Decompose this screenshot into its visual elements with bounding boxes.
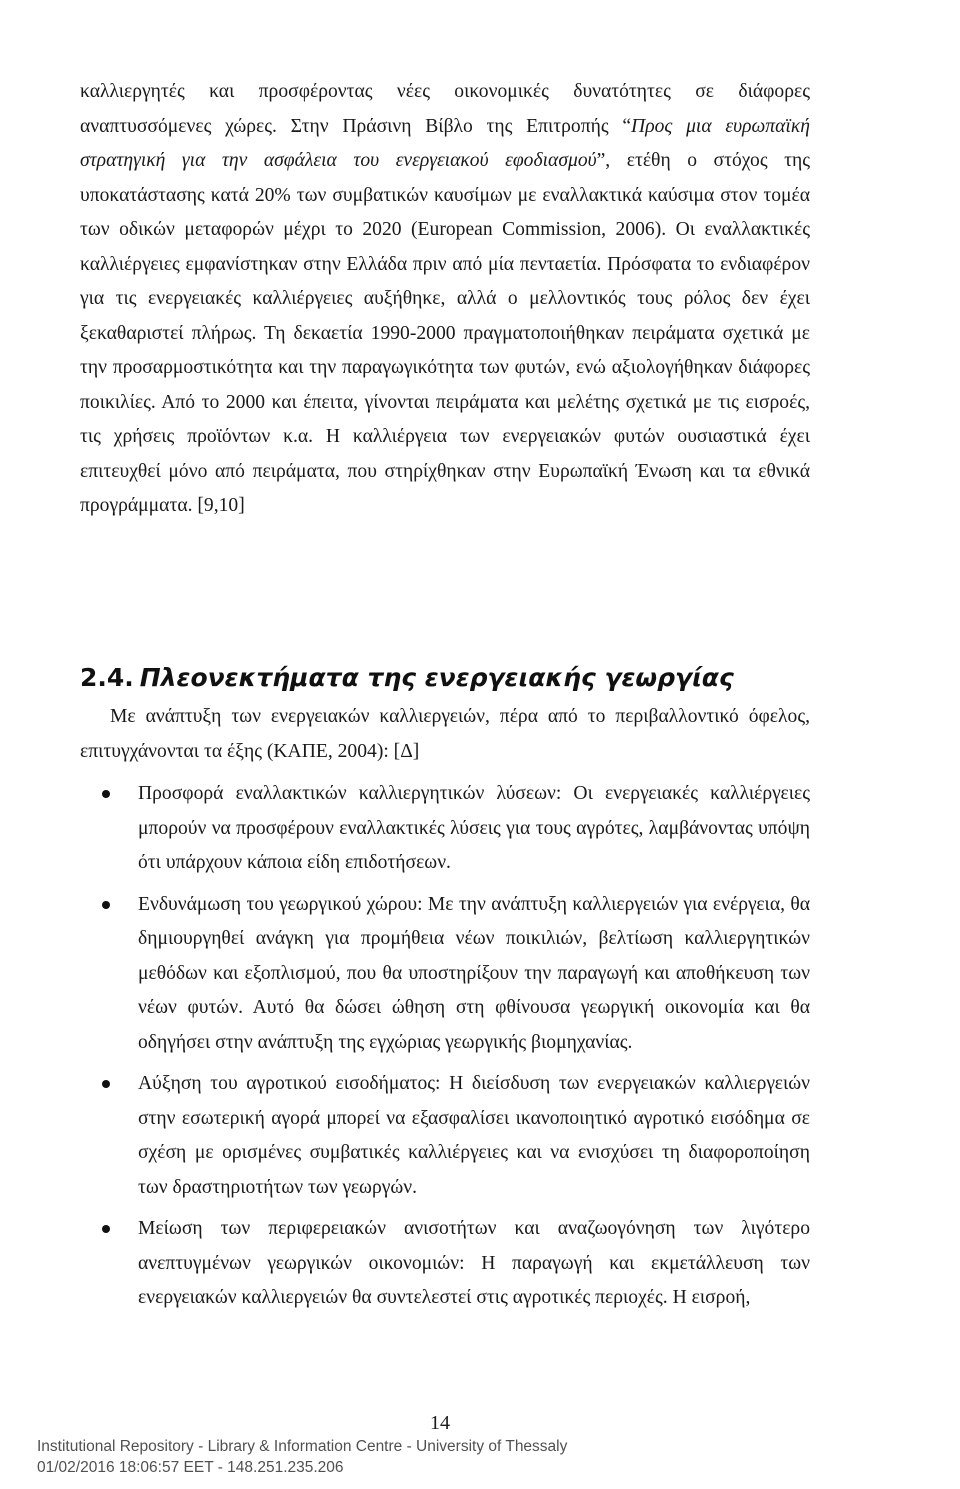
intro-paragraph (80, 75, 810, 524)
page-number: 14 (430, 1412, 450, 1434)
footer-repository-line: Institutional Repository - Library & Information Centre - University of Thessaly (37, 1438, 568, 1455)
repository-footer (37, 1436, 567, 1478)
footer-timestamp-line: 01/02/2016 18:06:57 EET - 148.251.235.206 (37, 1459, 344, 1476)
section-title: Πλεονεκτήματα της ενεργειακής γεωργίας (139, 663, 734, 692)
list-item (80, 888, 810, 1061)
list-item (80, 777, 810, 881)
list-item (80, 1212, 810, 1316)
list-item-text: Ενδυνάμωση του γεωργικού χώρου: Με την ανάπτυξη καλλιεργειών για ενέργεια, θα δημιουργηθεί ανάγκη για προμήθεια νέων ποικιλιών, βελτίωση καλλιεργητικών μεθόδων και εξοπλισμού, που θα υποστηρίξουν την παραγωγή και αποθήκευση των νέων φυτών. Αυτό θα δώσει ώθηση στη φθίνουσα γεωργική οικονομία και θα οδηγήσει στην ανάπτυξη της εγχώριας γεωργικής βιομηχανίας. (138, 893, 810, 1053)
list-item-text: Προσφορά εναλλακτικών καλλιεργητικών λύσεων: Οι ενεργειακές καλλιέργειες μπορούν να προσφέρουν εναλλακτικές λύσεις για τους αγρότες, λαμβάνοντας υπόψη ότι υπάρχουν κάποια είδη επιδοτήσεων. (138, 783, 810, 873)
section-body (80, 700, 810, 1323)
bullet-icon (102, 790, 110, 798)
green-paper-title: Προς μια ευρωπαϊκή στρατηγική για την ασφάλεια του ενεργειακού εφοδιασμού (80, 115, 810, 171)
section-intro: Με ανάπτυξη των ενεργειακών καλλιεργειών, πέρα από το περιβαλλοντικό όφελος, επιτυγχάνονται τα έξης (ΚΑΠΕ, 2004): [Δ] (80, 706, 810, 762)
intro-text-part1: καλλιεργητές και προσφέροντας νέες οικονομικές δυνατότητες σε διάφορες αναπτυσσόμενες χώρες. Στην Πράσινη Βίβλο της Επιτροπής “ (80, 81, 810, 137)
list-item (80, 1067, 810, 1205)
intro-text-part2: ”, ετέθη ο στόχος της υποκατάστασης κατά 20% των συμβατικών καυσίμων με εναλλακτικά καύσιμα στον τομέα των οδικών μεταφορών μέχρι το 2020 (European Commission, 2006). Οι εναλλακτικές καλλιέργειες εμφανίστηκαν στην Ελλάδα πριν από μία πενταετία. Πρόσφατα το ενδιαφέρον για τις ενεργειακές καλλιέργειες αυξήθηκε, αλλά ο μελλοντικός τους ρόλος δεν έχει ξεκαθαριστεί πλήρως. Τη δεκαετία 1990-2000 πραγματοποιήθηκαν πειράματα σχετικά με την προσαρμοστικότητα και την παραγωγικότητα των φυτών, ενώ αξιολογήθηκαν διάφορες ποικιλίες. Από το 2000 και έπειτα, γίνονται πειράματα και μελέτης σχετικά με τις εισροές, τις χρήσεις προϊόντων κ.α. Η καλλιέργεια των ενεργειακών φυτών ουσιαστικά έχει επιτευχθεί μόνο από πειράματα, που στηρίχθηκαν στην Ευρωπαϊκή Ένωση και τα εθνικά προγράμματα. [9,10] (80, 150, 810, 516)
section-number: 2.4. (80, 663, 134, 692)
list-item-text: Μείωση των περιφερειακών ανισοτήτων και αναζωογόνηση των λιγότερο ανεπτυγμένων γεωργικών οικονομιών: Η παραγωγή και εκμετάλλευση των ενεργειακών καλλιεργειών θα συντελεστεί στις αγροτικές περιοχές. Η εισροή, (138, 1218, 810, 1308)
bullet-icon (102, 1080, 110, 1088)
advantages-list (80, 777, 810, 1316)
section-heading (80, 662, 734, 694)
bullet-icon (102, 1225, 110, 1233)
list-item-text: Αύξηση του αγροτικού εισοδήματος: Η διείσδυση των ενεργειακών καλλιεργειών στην εσωτερική αγορά μπορεί να εξασφαλίσει ικανοποιητικό αγροτικό εισόδημα σε σχέση με ορισμένες συμβατικές καλλιέργειες και να ενισχύσει τη διαφοροποίηση των δραστηριοτήτων των γεωργών. (138, 1073, 810, 1198)
bullet-icon (102, 901, 110, 909)
